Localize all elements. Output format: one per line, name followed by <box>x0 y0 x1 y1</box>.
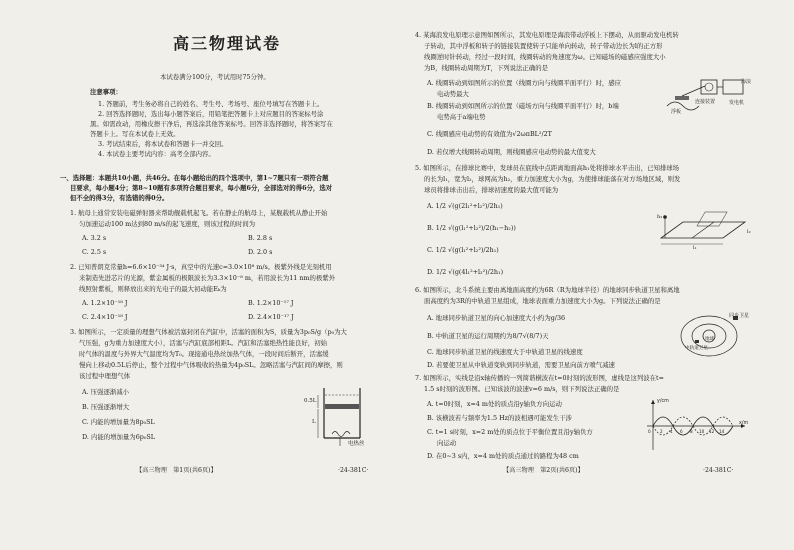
q3-option-c: C. 内能的增加量为8p₀SL <box>82 418 155 426</box>
q5-label-h2: h₂ <box>657 214 663 220</box>
q3-option-b: B. 压强逐渐增大 <box>82 403 130 411</box>
q4-option-a-cont: 电动势最大 <box>437 90 469 98</box>
q3-option-a: A. 压强逐渐减小 <box>82 388 130 396</box>
generator-box <box>723 80 743 94</box>
question-1-line: 匀加速运动100 m达到80 m/s的起飞速度，则该过程的时间为 <box>79 220 256 228</box>
mid-satellite <box>695 340 699 343</box>
q3-label-heating-wire: 电热丝 <box>348 441 365 447</box>
page-1 <box>48 0 400 550</box>
q7-tick-12: 12 <box>709 429 715 434</box>
q7-tick-6: 6 <box>680 429 683 434</box>
question-1-line: 1. 航母上通常安装电磁弹射器来帮助舰载机起飞。若在静止的航母上，某舰载机从静止开始 <box>70 209 328 217</box>
page-2 <box>403 0 763 550</box>
q7-option-a: A. t=0时刻，x=4 m处的质点沿y轴负方向运动 <box>427 400 562 408</box>
question-3-line: 该过程中理想气体 <box>79 372 131 380</box>
q5-option-a: A. 1/2 √(g(2l₁²+l₂²)/2h₁) <box>427 202 503 210</box>
footer-page-2: 【高三物理 第2页(共6页)】 <box>503 467 584 474</box>
section1-line: 但不全的得3分，有选错的得0分。 <box>70 194 169 202</box>
exam-info: 本试卷满分100分，考试用时75分钟。 <box>160 73 270 81</box>
question-4-line: 4. 某海浪发电原理示意图如图所示，其发电原理是海浪带动浮板上下摆动，从而驱动发电机转 <box>415 31 679 39</box>
q7-option-c-cont: 向运动 <box>437 439 457 447</box>
question-3-line: 3. 如图所示，一定质量的理想气体被活塞封闭在汽缸中，活塞的面积为S，质量为3p₀S/g（p₀为大 <box>70 328 347 336</box>
q6-option-c: C. 地球同步轨道卫星的线速度大于中轨道卫星的线速度 <box>427 348 583 356</box>
question-6-line: 面高度约为3R的中轨道卫星组成，地球表面重力加速度大小为g。下列说法正确的是 <box>424 297 661 305</box>
q4-option-c: C. 线圈感应电动势的有效值为√2ωπBL²/2T <box>427 130 552 138</box>
question-4-line: 子转动，其中浮板和转子的链接装置使转子只能单向转动，转子带动边长为l的正方形 <box>424 42 663 50</box>
note-line: 3. 考试结束后，将本试卷和答题卡一并交回。 <box>98 140 228 148</box>
note-line: 4. 本试卷主要考试内容：高考全部内容。 <box>98 150 215 158</box>
question-5-line: 的长为l₁，宽为l₂，球网高为h₂，重力加速度大小为g，为使排球能落在对方场地区域，则发 <box>424 175 681 183</box>
q4-option-b-cont: 电势高于a端电势 <box>437 113 486 121</box>
q4-option-a: A. 线圈转动到如图所示的位置（线圈方向与线圈平面平行）时，感应 <box>427 79 622 87</box>
q3-cylinder-figure <box>304 384 374 448</box>
q5-option-b: B. 1/2 √(g(l₁²+l₂²)/2(h₁−h₂)) <box>427 224 516 232</box>
q6-option-a: A. 地球同步轨道卫星的向心加速度大小约为g/36 <box>427 314 566 322</box>
q4-label-wave: 海浪 <box>741 79 752 85</box>
q7-tick-14: 14 <box>719 429 725 434</box>
heating-wire <box>332 432 350 437</box>
q4-option-b: B. 线圈转动到如图所示的位置（磁场方向与线圈平面平行）时，b端 <box>427 102 619 110</box>
question-5-line: 球员将排球击出后，排球初速度的最大值可能为 <box>424 186 559 194</box>
note-line: 1. 答题前，考生务必将自己的姓名、考生号、考场号、座位号填写在答题卡上。 <box>98 100 324 108</box>
q6-label-sync: 同步卫星 <box>729 313 750 319</box>
q3-option-d: D. 内能的增加量为6p₀SL <box>82 433 156 441</box>
q7-label-x: x/m <box>739 421 749 426</box>
net <box>697 212 727 226</box>
q5-label-l1: l₁ <box>693 245 697 251</box>
q7-option-c: C. t=1 s时刻，x=2 m处的质点位于平衡位置且沿y轴负方 <box>427 428 593 436</box>
q3-label-l: L <box>312 419 316 425</box>
q4-label-float: 浮板 <box>671 109 682 115</box>
q5-option-d: D. 1/2 √(g(4l₁²+l₂²)/2h₁) <box>427 268 504 276</box>
q6-label-mid: 中轨道卫星 <box>685 346 708 351</box>
q7-label-y: y/cm <box>657 399 669 404</box>
ball <box>663 215 667 219</box>
question-2-line: 来制造先进芯片的光源，紫金属板的极限波长为3.3×10⁻⁸ m，若用波长为11 nm的极紫外 <box>79 274 336 282</box>
q2-option-d: D. 2.4×10⁻¹⁷ J <box>248 313 294 321</box>
float-board <box>675 96 689 100</box>
q7-tick-10: 10 <box>699 429 705 434</box>
q4-option-d: D. 若仅增大线圈转动周期，则线圈感应电动势的最大值变大 <box>427 148 596 156</box>
q2-option-b: B. 1.2×10⁻¹⁷ J <box>248 299 294 307</box>
q2-option-a: A. 1.2×10⁻¹⁸ J <box>82 299 128 307</box>
footer-page-1: 【高三物理 第1页(共6页)】 <box>136 467 217 474</box>
q7-option-d: D. 在0~3 s内，x=4 m处的质点通过的路程为48 cm <box>427 452 579 460</box>
exam-title: 高三物理试卷 <box>173 34 282 53</box>
note-line: 黑。如需改动，用橡皮擦干净后，再选涂其他答案标号。回答非选择题时，将答案写在 <box>90 120 333 128</box>
footer-code-2: ·24-381C· <box>703 467 734 474</box>
q1-option-b: B. 2.8 s <box>248 234 273 242</box>
q7-tick-4: 4 <box>670 429 673 434</box>
q6-label-earth: 地球 <box>705 337 715 342</box>
q1-option-a: A. 3.2 s <box>82 234 107 242</box>
question-6-line: 6. 如图所示，北斗系统主要由离地面高度约为6R（R为地球半径）的地球同步轨道卫星和离地 <box>415 286 680 294</box>
piston <box>325 404 359 409</box>
q6-option-d: D. 若要使卫星从中轨道变轨到同步轨道，需要卫星向前方喷气减速 <box>427 361 615 369</box>
q1-option-c: C. 2.5 s <box>82 248 107 256</box>
q6-option-b: B. 中轨道卫星的运行周期约为8/7√(8/7)天 <box>427 332 549 340</box>
section1-line: 一、选择题：本题共10小题，共46分。在每小题给出的四个选项中，第1~7题只有一项符合题 <box>60 174 329 182</box>
question-3-line: 慢向上移动0.5L后停止，整个过程中气体吸收的热量为4p₀SL。忽略活塞与汽缸间的摩擦，则 <box>79 361 343 369</box>
q2-option-c: C. 2.4×10⁻¹⁸ J <box>82 313 128 321</box>
q7-tick-0: 0 <box>648 429 651 434</box>
question-2-line: 线照射紫板，则释放出来的光电子的最大初动能Eₖ为 <box>79 285 227 293</box>
q7-tick-8: 8 <box>690 429 693 434</box>
q5-label-l2: l₂ <box>747 229 751 235</box>
q1-option-d: D. 2.0 s <box>248 248 273 256</box>
q3-label-half-l: 0.5L <box>304 398 317 404</box>
question-4-line: 线圈逆时针转动，经过一段时间，线圈转动的角速度为ω。已知磁场的磁感应强度大小 <box>424 53 666 61</box>
notes-heading: 注意事项： <box>90 88 122 96</box>
question-5-line: 5. 如图所示，在排球比赛中，发球员在底线中点距离地面高h₁处将排球水平击出，已知排球场 <box>415 164 680 172</box>
question-7-line: 1.5 s时刻的波形图。已知该波的波速v=6 m/s，则下列说法正确的是 <box>424 385 620 393</box>
q7-option-b: B. 该横波若与频率为1.5 Hz的波相遇可能发生干涉 <box>427 414 572 422</box>
question-4-line: 为B，线圈转动周期为T，下列说法正确的是 <box>424 64 548 72</box>
question-3-line: 时气体的温度与外界大气温度均为T₀。现接通电热丝加热气体，一段时间后断开，活塞缓 <box>79 350 329 358</box>
q7-tick-2: 2 <box>660 429 663 434</box>
section1-line: 目要求，每小题4分；第8~10题有多项符合题目要求，每小题6分，全部选对的得6分，选对 <box>70 184 333 192</box>
question-7-line: 7. 如图所示，实线是沿x轴传播的一列简谐横波在t=0时刻的波形图，虚线是这列波在t= <box>415 374 664 382</box>
q5-court-figure <box>653 200 753 250</box>
note-line: 2. 回答选择题时，选出每小题答案后，用铅笔把答题卡上对应题目的答案标号涂 <box>98 110 324 118</box>
q5-option-c: C. 1/2 √(g(l₁²+l₂²)/2h₁) <box>427 246 499 254</box>
question-3-line: 气压强，g为重力加速度大小），活塞与汽缸底部相距L。汽缸和活塞绝热性能良好，初始 <box>79 339 327 347</box>
note-line: 答题卡上。写在本试卷上无效。 <box>90 130 180 138</box>
q4-label-link: 连接装置 <box>695 99 716 105</box>
q4-label-generator: 发电机 <box>729 100 745 106</box>
footer-code-1: ·24-381C· <box>338 467 369 474</box>
question-2-line: 2. 已知普朗克常量h=6.6×10⁻³⁴ J·s，真空中的光速c=3.0×10⁸ m/s。极紫外线是光刻机用 <box>70 263 332 271</box>
